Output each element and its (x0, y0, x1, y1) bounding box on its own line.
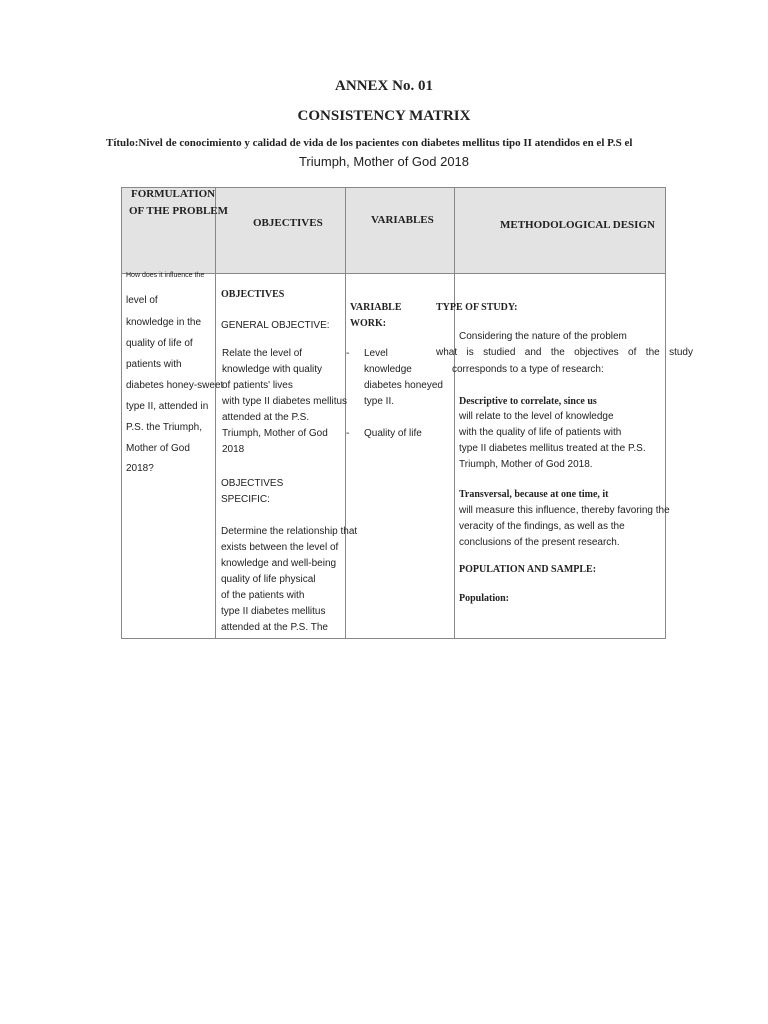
problem-line: type II, attended in (126, 401, 209, 412)
objective-line: Determine the relationship that (221, 526, 358, 537)
objective-line: of the patients with (221, 590, 305, 601)
design-line: with the quality of life of patients with (459, 427, 622, 438)
objective-line: type II diabetes mellitus (221, 606, 326, 617)
objective-line: with type II diabetes mellitus (222, 396, 348, 407)
design-line: conclusions of the present research. (459, 537, 620, 548)
problem-intro: How does it influence the (126, 272, 205, 279)
variable-line: Level (364, 348, 388, 359)
annex-number: ANNEX No. 01 (335, 78, 433, 94)
descriptive-heading: Descriptive to correlate, since us (459, 396, 597, 407)
general-objective-label: GENERAL OBJECTIVE: (221, 320, 330, 331)
page-title: CONSISTENCY MATRIX (297, 108, 471, 124)
design-line: corresponds to a type of research: (452, 364, 604, 375)
study-title-continued: Triumph, Mother of God 2018 (298, 154, 470, 169)
table-border-bottom (121, 638, 666, 639)
objective-line: of patients' lives (222, 380, 293, 391)
problem-line: knowledge in the (126, 317, 202, 328)
objectives-heading: OBJECTIVES (221, 289, 285, 300)
problem-line: patients with (126, 359, 182, 370)
variable-line: diabetes honeyed (364, 380, 443, 391)
bullet-dash: - (346, 348, 350, 359)
variable-heading: VARIABLE (350, 302, 402, 313)
study-title: Título:Nivel de conocimiento y calidad de vida de los pacientes con diabetes mellitus tipo II atendidos en el P.S el (106, 137, 633, 149)
objective-line: 2018 (222, 444, 245, 455)
header-variables: VARIABLES (371, 214, 434, 226)
column-divider (345, 187, 346, 639)
header-methodological-design: METHODOLOGICAL DESIGN (500, 219, 655, 231)
population-heading: Population: (459, 593, 510, 604)
objective-line: attended at the P.S. (222, 412, 310, 423)
objective-line: quality of life physical (221, 574, 316, 585)
problem-line: diabetes honey-sweet (126, 380, 224, 391)
table-border-right (665, 187, 666, 639)
problem-line: Mother of God (126, 443, 190, 454)
header-objectives: OBJECTIVES (253, 217, 323, 229)
design-line: Triumph, Mother of God 2018. (459, 459, 593, 470)
population-sample-heading: POPULATION AND SAMPLE: (459, 564, 597, 575)
column-divider (215, 187, 216, 639)
header-problem-line2: OF THE PROBLEM (129, 205, 229, 217)
problem-line: quality of life of (126, 338, 193, 349)
type-of-study-heading: TYPE OF STUDY: (436, 302, 518, 313)
objective-line: knowledge with quality (222, 364, 323, 375)
design-line: will relate to the level of knowledge (459, 411, 614, 422)
transversal-heading: Transversal, because at one time, it (459, 489, 609, 500)
design-line: type II diabetes mellitus treated at the P.S. (459, 443, 646, 454)
variable-line: knowledge (364, 364, 412, 375)
problem-line: P.S. the Triumph, (126, 422, 202, 433)
header-problem-line1: FORMULATION (131, 188, 216, 200)
specific-objectives-label: OBJECTIVES (221, 478, 284, 489)
objective-line: attended at the P.S. The (221, 622, 328, 633)
work-heading: WORK: (350, 318, 387, 329)
objective-line: Triumph, Mother of God (222, 428, 328, 439)
variable-quality-of-life: Quality of life (364, 428, 422, 439)
table-border-left (121, 187, 122, 639)
objective-line: Relate the level of (222, 348, 303, 359)
bullet-dash: - (346, 428, 350, 439)
problem-line: 2018? (126, 463, 154, 474)
problem-line: level of (126, 295, 158, 306)
specific-objectives-label: SPECIFIC: (221, 494, 270, 505)
design-line: what is studied and the objectives of the study (436, 347, 693, 358)
column-divider (454, 187, 455, 639)
design-line: will measure this influence, thereby favoring the (459, 505, 670, 516)
variable-line: type II. (364, 396, 395, 407)
design-line: veracity of the findings, as well as the (459, 521, 625, 532)
objective-line: exists between the level of (221, 542, 339, 553)
design-line: Considering the nature of the problem (459, 331, 627, 342)
objective-line: knowledge and well-being (221, 558, 337, 569)
